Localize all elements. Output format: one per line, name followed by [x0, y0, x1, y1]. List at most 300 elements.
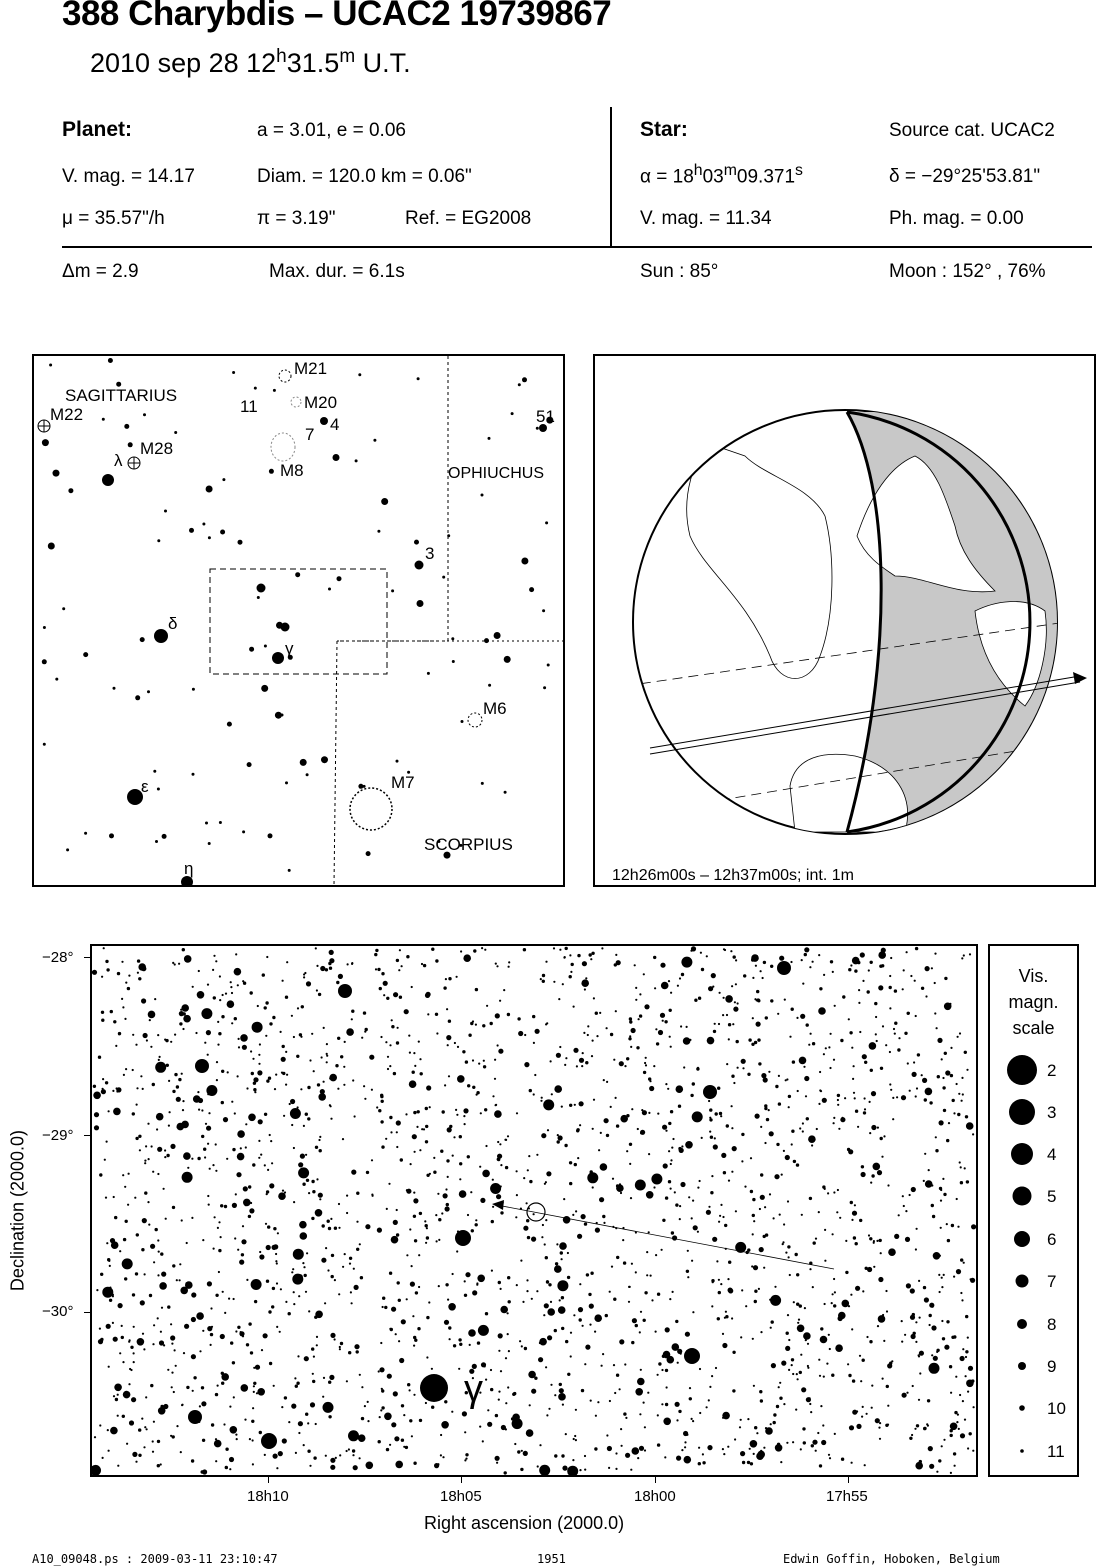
- field-star: [726, 1014, 728, 1016]
- field-star: [764, 1107, 767, 1110]
- field-star: [470, 1022, 473, 1025]
- field-star: [698, 997, 701, 1000]
- field-star: [553, 947, 555, 949]
- field-star: [671, 1147, 673, 1149]
- field-star: [931, 1204, 934, 1207]
- field-star: [791, 1364, 793, 1366]
- label-3: 3: [425, 544, 435, 563]
- field-star: [803, 1332, 811, 1340]
- field-star: [879, 1239, 882, 1242]
- field-star: [570, 1332, 572, 1334]
- field-star: [871, 1174, 874, 1177]
- field-star: [744, 1186, 746, 1188]
- field-star: [625, 1417, 627, 1419]
- field-star: [308, 1310, 310, 1312]
- star-chart-svg: [92, 946, 976, 1475]
- field-star: [427, 1013, 429, 1015]
- field-star: [592, 1186, 594, 1188]
- field-star: [307, 1117, 310, 1120]
- field-star: [125, 982, 127, 984]
- field-star: [540, 978, 542, 980]
- field-star: [243, 982, 246, 985]
- field-star: [104, 1159, 106, 1161]
- field-star: [204, 1156, 206, 1158]
- field-star: [848, 968, 851, 971]
- field-star: [192, 1390, 194, 1392]
- field-star: [447, 1176, 449, 1178]
- field-star: [610, 1106, 612, 1108]
- field-star: [833, 1278, 835, 1280]
- field-star: [545, 961, 547, 963]
- finder-star: [113, 687, 116, 690]
- finder-star: [222, 478, 225, 481]
- field-star: [937, 1075, 940, 1078]
- bright-star: [684, 1348, 700, 1364]
- field-star: [437, 1463, 439, 1465]
- field-star: [130, 1346, 133, 1349]
- field-star: [674, 1191, 676, 1193]
- field-star: [212, 969, 214, 971]
- finder-star: [42, 439, 49, 446]
- field-star: [875, 1016, 877, 1018]
- field-star: [136, 1087, 138, 1089]
- field-star: [837, 1189, 839, 1191]
- field-star: [394, 1436, 399, 1441]
- field-star: [150, 1046, 152, 1048]
- field-star: [836, 1211, 838, 1213]
- field-star: [786, 1332, 789, 1335]
- field-star: [161, 1307, 163, 1309]
- field-star: [245, 1123, 247, 1125]
- field-star: [590, 1400, 592, 1402]
- field-star: [272, 1016, 275, 1019]
- field-star: [178, 1078, 181, 1081]
- field-star: [573, 1438, 575, 1440]
- field-star: [587, 1025, 589, 1027]
- field-star: [606, 1434, 608, 1436]
- field-star: [323, 1027, 325, 1029]
- field-star: [479, 1426, 481, 1428]
- field-star: [210, 1344, 212, 1346]
- field-star: [788, 1369, 790, 1371]
- field-star: [788, 1256, 790, 1258]
- legend-title-3: scale: [1012, 1018, 1055, 1038]
- field-star: [885, 1044, 887, 1046]
- legend-mag-dot: [1007, 1055, 1037, 1085]
- field-star: [623, 1261, 626, 1264]
- page-title: 388 Charybdis – UCAC2 19739867: [62, 0, 612, 33]
- field-star: [866, 1413, 868, 1415]
- field-star: [419, 1212, 422, 1215]
- field-star: [462, 1050, 465, 1053]
- field-star: [931, 1325, 936, 1330]
- field-star: [933, 1252, 941, 1260]
- field-star: [409, 1228, 411, 1230]
- field-star: [726, 1124, 729, 1127]
- field-star: [546, 1171, 551, 1176]
- field-star: [637, 1457, 639, 1459]
- finder-star: [414, 540, 419, 545]
- planet-parallax: π = 3.19": [257, 208, 336, 229]
- field-star: [869, 1042, 877, 1050]
- field-star: [361, 1386, 363, 1388]
- field-star: [425, 1242, 427, 1244]
- field-star: [230, 1426, 238, 1434]
- field-star: [249, 1208, 254, 1213]
- field-star: [540, 1468, 545, 1473]
- field-star: [657, 1113, 659, 1115]
- field-star: [221, 1101, 224, 1104]
- field-star: [413, 1052, 415, 1054]
- field-star: [304, 1274, 307, 1277]
- field-star: [99, 1424, 101, 1426]
- field-star: [240, 1034, 248, 1042]
- field-star: [171, 1343, 173, 1345]
- field-star: [905, 1237, 910, 1242]
- field-star: [513, 1392, 516, 1395]
- field-star: [545, 1219, 547, 1221]
- dec-tick-mark: [84, 1135, 90, 1136]
- field-star: [669, 1009, 672, 1012]
- field-star: [924, 1297, 929, 1302]
- field-star: [935, 1136, 937, 1138]
- field-star: [463, 954, 471, 962]
- field-star: [559, 1046, 561, 1048]
- finder-star: [494, 632, 501, 639]
- field-star: [953, 1335, 956, 1338]
- field-star: [121, 961, 123, 963]
- field-star: [868, 969, 870, 971]
- field-star: [285, 1084, 287, 1086]
- field-star: [112, 1322, 114, 1324]
- field-star: [249, 1438, 251, 1440]
- field-star: [801, 1214, 803, 1216]
- field-star: [931, 1354, 933, 1356]
- field-star: [128, 1383, 130, 1385]
- field-star: [640, 1369, 642, 1371]
- field-star: [309, 1059, 311, 1061]
- label-11: 11: [240, 397, 258, 416]
- field-star: [544, 1243, 546, 1245]
- field-star: [379, 1367, 384, 1372]
- field-star: [722, 1216, 724, 1218]
- field-star: [215, 1143, 217, 1145]
- field-star: [709, 1108, 712, 1111]
- field-star: [224, 1312, 226, 1314]
- field-star: [752, 1338, 754, 1340]
- field-star: [679, 1205, 681, 1207]
- field-star: [102, 1457, 104, 1459]
- field-star: [660, 963, 665, 968]
- field-star: [707, 1445, 712, 1450]
- field-star: [456, 1114, 458, 1116]
- planet-reference: Ref. = EG2008: [405, 208, 532, 229]
- field-star: [658, 1362, 661, 1365]
- field-star: [722, 1343, 727, 1348]
- field-star: [329, 958, 334, 963]
- field-star: [693, 1225, 698, 1230]
- field-star: [250, 1202, 252, 1204]
- field-star: [298, 1432, 300, 1434]
- field-star: [380, 1120, 383, 1123]
- field-star: [229, 1457, 234, 1462]
- field-star: [799, 1371, 802, 1374]
- field-star: [687, 1276, 689, 1278]
- field-star: [426, 1316, 429, 1319]
- field-star: [942, 1178, 944, 1180]
- field-star: [236, 1438, 238, 1440]
- field-star: [859, 1031, 861, 1033]
- field-star: [709, 1386, 711, 1388]
- field-star: [278, 1451, 283, 1456]
- field-star: [446, 1035, 451, 1040]
- field-star: [713, 1030, 716, 1033]
- field-star: [406, 1189, 411, 1194]
- field-star: [554, 1085, 562, 1093]
- field-star: [382, 1297, 385, 1300]
- field-star: [207, 1326, 212, 1331]
- field-star: [956, 1198, 958, 1200]
- field-star: [675, 1203, 678, 1206]
- field-star: [393, 992, 398, 997]
- field-star: [561, 1454, 564, 1457]
- field-star: [878, 1277, 883, 1282]
- field-star: [147, 1123, 149, 1125]
- field-star: [222, 994, 224, 996]
- field-star: [224, 1205, 227, 1208]
- field-star: [943, 1274, 945, 1276]
- field-star: [631, 1028, 636, 1033]
- field-star: [438, 1285, 440, 1287]
- field-star: [505, 1166, 508, 1169]
- field-star: [128, 1173, 130, 1175]
- field-star: [285, 996, 288, 999]
- field-star: [815, 1450, 817, 1452]
- field-star: [331, 1254, 334, 1257]
- field-star: [722, 1412, 730, 1420]
- field-star: [146, 1039, 148, 1041]
- field-star: [663, 1351, 671, 1359]
- field-star: [186, 1242, 188, 1244]
- field-star: [882, 1378, 884, 1380]
- field-star: [950, 1047, 952, 1049]
- finder-star: [55, 678, 58, 681]
- field-star: [157, 1274, 159, 1276]
- field-star: [356, 1248, 359, 1251]
- field-star: [636, 1046, 639, 1049]
- ra-tick-mark: [848, 1477, 849, 1483]
- field-star: [442, 1110, 445, 1113]
- field-star: [121, 1336, 124, 1339]
- field-star: [132, 1293, 135, 1296]
- field-star: [401, 965, 403, 967]
- field-star: [771, 1320, 774, 1323]
- field-star: [563, 1198, 565, 1200]
- field-star: [802, 1122, 804, 1124]
- field-star: [569, 1182, 572, 1185]
- field-star: [257, 1005, 259, 1007]
- field-star: [581, 979, 589, 987]
- field-star: [942, 1337, 945, 1340]
- field-star: [444, 1084, 446, 1086]
- field-star: [741, 1160, 743, 1162]
- field-star: [600, 1132, 602, 1134]
- field-star: [208, 1112, 210, 1114]
- field-star: [425, 1140, 428, 1143]
- field-star: [113, 1337, 118, 1342]
- field-star: [383, 994, 385, 996]
- field-star: [409, 1080, 417, 1088]
- field-star: [912, 1313, 915, 1316]
- field-star: [529, 1180, 532, 1183]
- field-star: [807, 1343, 809, 1345]
- field-star: [585, 1345, 590, 1350]
- field-star: [351, 962, 353, 964]
- field-star: [496, 965, 498, 967]
- field-star: [577, 954, 580, 957]
- field-star: [463, 1108, 468, 1113]
- field-star: [591, 952, 594, 955]
- field-star: [364, 1405, 366, 1407]
- finder-star: [545, 521, 548, 524]
- field-star: [787, 1245, 790, 1248]
- field-star: [523, 1451, 528, 1456]
- field-star: [702, 1461, 705, 1464]
- field-star: [446, 1008, 448, 1010]
- field-star: [361, 1037, 363, 1039]
- field-star: [535, 1029, 540, 1034]
- chart-star-field: [92, 946, 976, 1475]
- field-star: [663, 1418, 671, 1426]
- field-star: [960, 1292, 962, 1294]
- field-star: [901, 1320, 903, 1322]
- field-star: [137, 959, 140, 962]
- field-star: [412, 1071, 415, 1074]
- field-star: [545, 1181, 547, 1183]
- field-star: [621, 1445, 623, 1447]
- finder-star: [83, 652, 88, 657]
- field-star: [101, 1019, 104, 1022]
- field-star: [784, 999, 786, 1001]
- gamma-star: [420, 1374, 448, 1402]
- field-star: [143, 1033, 148, 1038]
- field-star: [515, 1216, 517, 1218]
- field-star: [172, 962, 174, 964]
- field-star: [569, 1161, 572, 1164]
- field-star: [481, 1362, 486, 1367]
- field-star: [691, 1217, 693, 1219]
- field-star: [230, 1341, 233, 1344]
- field-star: [183, 1352, 185, 1354]
- field-star: [644, 1426, 646, 1428]
- field-star: [912, 1072, 917, 1077]
- field-star: [125, 1220, 128, 1223]
- field-star: [126, 1443, 128, 1445]
- field-star: [725, 995, 733, 1003]
- field-star: [619, 1388, 621, 1390]
- field-star: [472, 1086, 475, 1089]
- field-star: [396, 1120, 401, 1125]
- field-star: [314, 1316, 317, 1319]
- field-star: [391, 1307, 396, 1312]
- field-star: [540, 1100, 542, 1102]
- field-star: [792, 1060, 795, 1063]
- field-star: [555, 1262, 558, 1265]
- field-star: [969, 1432, 972, 1435]
- field-star: [208, 1204, 210, 1206]
- field-star: [630, 1046, 632, 1048]
- field-star: [426, 1236, 429, 1239]
- field-star: [759, 1247, 764, 1252]
- field-star: [403, 1414, 405, 1416]
- field-star: [146, 1428, 148, 1430]
- field-star: [413, 1345, 415, 1347]
- field-star: [435, 1013, 438, 1016]
- field-star: [724, 1224, 727, 1227]
- field-star: [817, 1432, 819, 1434]
- field-star: [572, 1214, 574, 1216]
- field-star: [411, 1435, 413, 1437]
- field-star: [206, 1126, 211, 1131]
- field-star: [339, 1348, 341, 1350]
- field-star: [599, 1197, 604, 1202]
- label-ophiuchus: OPHIUCHUS: [448, 465, 545, 482]
- field-star: [590, 958, 592, 960]
- label-delta: δ: [168, 614, 178, 633]
- field-star: [565, 1057, 567, 1059]
- field-star: [391, 1422, 396, 1427]
- field-star: [389, 1444, 391, 1446]
- field-star: [571, 963, 574, 966]
- field-star: [821, 1440, 826, 1445]
- field-star: [820, 1090, 822, 1092]
- field-star: [691, 1260, 693, 1262]
- field-star: [832, 1293, 834, 1295]
- field-star: [798, 1319, 800, 1321]
- field-star: [781, 1174, 783, 1176]
- field-star: [412, 1315, 414, 1317]
- field-star: [853, 1236, 856, 1239]
- field-star: [532, 1015, 535, 1018]
- field-star: [953, 1276, 955, 1278]
- field-star: [539, 1338, 547, 1346]
- field-star: [699, 1368, 701, 1370]
- field-star: [254, 1300, 257, 1303]
- field-star: [175, 1365, 177, 1367]
- field-star: [202, 1439, 205, 1442]
- finder-star: [128, 442, 133, 447]
- field-star: [507, 1276, 510, 1279]
- field-star: [217, 1385, 219, 1387]
- field-star: [718, 1291, 721, 1294]
- finder-star: [242, 830, 245, 833]
- field-star: [592, 1040, 594, 1042]
- field-star: [367, 1420, 369, 1422]
- field-star: [842, 1300, 850, 1308]
- field-star: [346, 1450, 348, 1452]
- field-star: [109, 1287, 111, 1289]
- field-star: [384, 1306, 387, 1309]
- field-star: [967, 1337, 969, 1339]
- field-star: [648, 1153, 650, 1155]
- field-star: [657, 1443, 660, 1446]
- field-star: [364, 1098, 366, 1100]
- field-star: [634, 964, 636, 966]
- field-star: [262, 973, 265, 976]
- field-star: [259, 1251, 261, 1253]
- field-star: [329, 1074, 337, 1082]
- field-star: [788, 1095, 791, 1098]
